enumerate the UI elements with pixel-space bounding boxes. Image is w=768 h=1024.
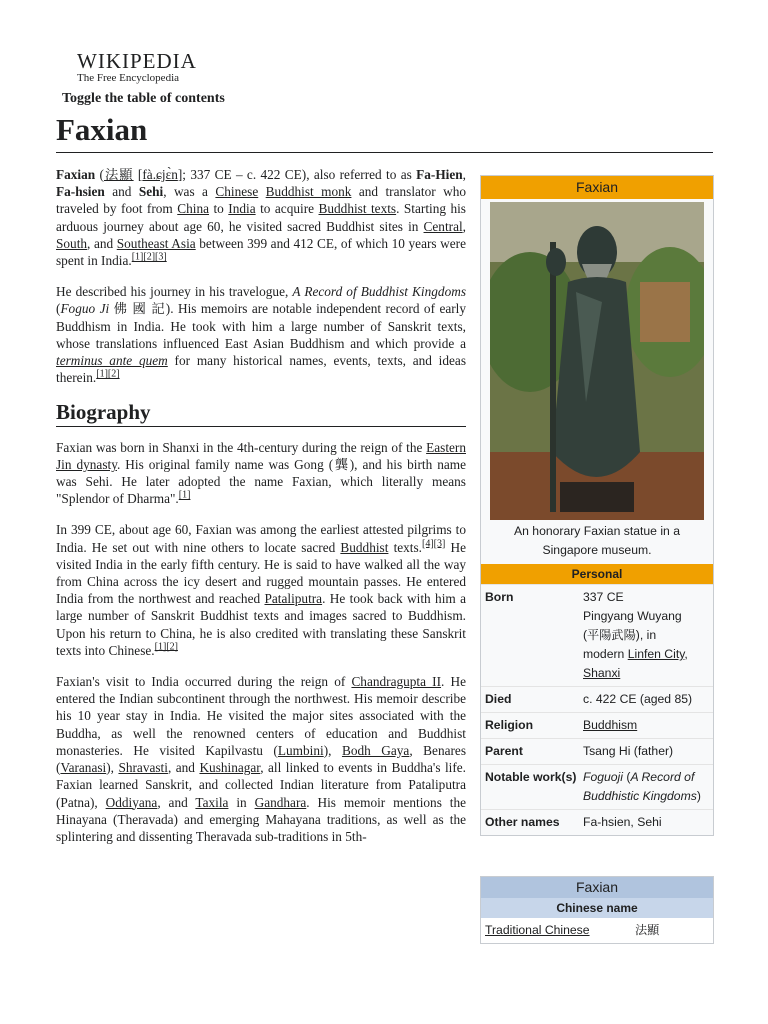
infobox-row-parent xyxy=(481,738,713,764)
other-names-label: Other names xyxy=(485,815,560,829)
text: , and xyxy=(167,760,200,776)
citation-refs[interactable]: [1][2] xyxy=(154,641,178,653)
link-gandhara[interactable]: Gandhara xyxy=(254,794,307,810)
traditional-chinese-value: 法顯 xyxy=(635,923,660,937)
text: ) xyxy=(696,789,701,803)
other-names-value: Fa-hsien, Sehi xyxy=(583,815,662,829)
text: texts. xyxy=(388,539,423,555)
text: ( xyxy=(95,167,104,182)
text: ]; 337 CE – c. 422 CE), also referred to as xyxy=(177,167,417,182)
text: [ xyxy=(133,167,143,182)
bold-name: Faxian xyxy=(56,167,96,182)
link-traditional-chinese[interactable]: Traditional Chinese xyxy=(485,923,590,937)
infobox-header: Faxian xyxy=(481,176,713,199)
born-value xyxy=(583,588,709,683)
works-label: Notable work(s) xyxy=(485,770,577,784)
link-terminus-ante-quem[interactable]: terminus ante quem xyxy=(56,353,168,369)
text: and translator who traveled by foot from xyxy=(56,184,467,217)
link-chandragupta[interactable]: Chandragupta II xyxy=(351,674,442,690)
religion-label: Religion xyxy=(485,718,534,732)
text: ), and his birth name was Sehi. He later adopted the name Faxian, which literally means "Splendor of Dharma". xyxy=(56,456,466,507)
works-value xyxy=(583,768,709,806)
infobox-row-other-names xyxy=(481,809,713,835)
born-place: Pingyang Wuyang xyxy=(583,609,682,623)
link-bodh-gaya[interactable]: Bodh Gaya xyxy=(341,742,410,758)
link-china[interactable]: China xyxy=(177,201,210,217)
text: to xyxy=(209,201,229,217)
link-central-asia[interactable]: Central xyxy=(423,218,463,234)
text: . His memoir mentions the Hinayana (Theravada) and emerging Mahayana traditions, as well as the splintering and dissenting Theravada sub-traditions in 5th- xyxy=(56,794,467,844)
infobox-row-religion xyxy=(481,712,713,738)
text: . He entered the Indian subcontinent through the northwest. His memoir describe his 10 year stay in India. He visited the major sites associated with the Buddha, as well the renowned centers of education and Buddhist monasteries. He visited Kapilvastu ( xyxy=(56,674,466,758)
link-buddhist-monk[interactable]: Buddhist monk xyxy=(265,184,352,200)
work-foguoji: Foguoji xyxy=(583,770,623,784)
text: in xyxy=(228,794,255,810)
text: for many historical names, events, texts, and ideas therein. xyxy=(56,353,466,386)
link-chinese[interactable]: Chinese xyxy=(215,184,259,200)
wikipedia-logo[interactable] xyxy=(77,50,197,84)
lead-paragraph-1 xyxy=(56,166,466,269)
link-buddhist-texts[interactable]: Buddhist texts xyxy=(318,201,397,217)
text: between 399 and 412 CE, of which 10 years were spent in India. xyxy=(56,235,466,269)
link-pataliputra[interactable]: Pataliputra xyxy=(264,591,323,607)
chinese-infobox-header: Faxian xyxy=(481,877,713,898)
text: ), xyxy=(106,760,119,776)
citation-refs[interactable]: [1] xyxy=(178,489,191,501)
link-linfen-city[interactable]: Linfen City xyxy=(627,647,685,661)
text: modern xyxy=(583,647,628,661)
chinese-name-infobox xyxy=(480,876,714,944)
chinese-name-section-header: Chinese name xyxy=(481,898,713,918)
born-date: 337 CE xyxy=(583,590,624,604)
ipa-link[interactable]: fà.ɕjɛ̀n xyxy=(142,167,178,182)
text: , xyxy=(462,218,466,234)
lead-paragraph-2 xyxy=(56,283,466,386)
text: ), xyxy=(323,742,342,758)
biography-paragraph-3 xyxy=(56,673,466,845)
biography-heading: Biography xyxy=(56,404,466,426)
text: Faxian was born in Shanxi in the 4th-century during the reign of the xyxy=(56,439,427,455)
text: ). His memoirs are notable independent record of early Buddhism in India. He took with him a large number of Sanskrit texts, whose translations influenced East Asian Buddhism and which provide a xyxy=(56,301,467,351)
link-buddhist[interactable]: Buddhist xyxy=(340,539,389,555)
text: , Benares ( xyxy=(56,742,467,776)
chinese-title: 佛 國 記 xyxy=(113,301,166,317)
text: , and xyxy=(157,794,196,810)
biography-paragraph-1 xyxy=(56,439,466,508)
born-label: Born xyxy=(485,590,514,604)
chinese-name-link[interactable]: 法顯 xyxy=(103,167,134,182)
text: . Starting his arduous journey about age 60, he visited sacred Buddhist sites in xyxy=(56,201,466,234)
text: ( xyxy=(56,301,61,317)
page-title: Faxian xyxy=(56,112,713,153)
logo-tagline: The Free Encyclopedia xyxy=(77,72,180,84)
statue-illustration xyxy=(490,202,704,520)
logo-wordmark: WIKIPEDIA xyxy=(77,49,197,73)
died-label: Died xyxy=(485,692,512,706)
link-south-asia[interactable]: South xyxy=(56,235,88,251)
infobox-row-died xyxy=(481,686,713,712)
text xyxy=(258,184,265,199)
bold-fahsien: Fa-hsien xyxy=(56,184,105,200)
text: Faxian's visit to India occurred during the reign of xyxy=(56,674,352,690)
image-caption: An honorary Faxian statue in a Singapore museum. xyxy=(514,524,680,557)
text: and xyxy=(104,184,139,200)
text: He described his journey in his travelogue, xyxy=(56,284,293,300)
citation-refs[interactable]: [4][3] xyxy=(422,538,446,550)
link-buddhism[interactable]: Buddhism xyxy=(583,718,638,732)
infobox-row-born xyxy=(481,584,713,686)
link-southeast-asia[interactable]: Southeast Asia xyxy=(116,235,196,251)
work-record: A Record of Buddhistic Kingdoms xyxy=(583,770,697,803)
text: . He took back with him a large number of Sanskrit Buddhist texts and images sacred to Buddhism. Upon his return to China, he is also credited with translating these Sanskrit texts into Chinese. xyxy=(56,591,466,658)
link-taxila[interactable]: Taxila xyxy=(195,794,229,810)
article-body xyxy=(56,166,466,859)
toggle-toc-button[interactable]: Toggle the table of contents xyxy=(62,91,225,106)
personal-section-header: Personal xyxy=(481,564,713,584)
text: to acquire xyxy=(255,201,319,217)
text: In 399 CE, about age 60, Faxian was among the earliest attested pilgrims to India. He set out with nine others to locate sacred xyxy=(56,522,466,555)
text: , all linked to events in Buddha's life. Faxian learned Sanskrit, and collected Indian literature from Pataliputra (Patna), xyxy=(56,760,467,810)
link-kushinagar[interactable]: Kushinagar xyxy=(199,760,261,776)
infobox xyxy=(480,175,714,836)
citation-refs[interactable]: [1][2] xyxy=(96,368,120,380)
text: , xyxy=(462,167,466,182)
link-shanxi[interactable]: Shanxi xyxy=(583,666,621,680)
link-varanasi[interactable]: Varanasi xyxy=(60,760,107,776)
italic-foguo-ji: Foguo Ji xyxy=(60,301,110,317)
text: He visited India in the early fifth century. He is said to have walked all the way from China across the icy desert and rugged mountain passes. He entered India from the northwest and reached xyxy=(56,539,466,607)
infobox-row-works xyxy=(481,764,713,809)
link-eastern-jin[interactable]: Eastern Jin dynasty xyxy=(56,439,466,472)
text: , was a xyxy=(163,184,216,200)
parent-label: Parent xyxy=(485,744,523,758)
link-lumbini[interactable]: Lumbini xyxy=(277,742,324,758)
text: , and xyxy=(87,235,117,251)
traditional-chinese-row xyxy=(481,918,713,943)
died-value: c. 422 CE (aged 85) xyxy=(583,692,693,706)
text: , xyxy=(684,647,688,661)
born-place-chinese: (平陽武陽), in xyxy=(583,628,657,642)
citation-refs[interactable]: [1][2][3] xyxy=(131,251,167,263)
link-india[interactable]: India xyxy=(228,201,256,217)
italic-title: A Record of Buddhist Kingdoms xyxy=(292,284,466,300)
link-shravasti[interactable]: Shravasti xyxy=(118,760,168,776)
bold-fahien: Fa-Hien xyxy=(416,167,463,182)
statue-image[interactable] xyxy=(490,202,704,520)
link-oddiyana[interactable]: Oddiyana xyxy=(105,794,158,810)
chinese-gong: 龔 xyxy=(333,456,350,472)
text: . His original family name was Gong ( xyxy=(117,456,334,472)
biography-paragraph-2 xyxy=(56,521,466,659)
parent-value: Tsang Hi (father) xyxy=(583,744,674,758)
text: ( xyxy=(622,770,631,784)
bold-sehi: Sehi xyxy=(138,184,164,200)
